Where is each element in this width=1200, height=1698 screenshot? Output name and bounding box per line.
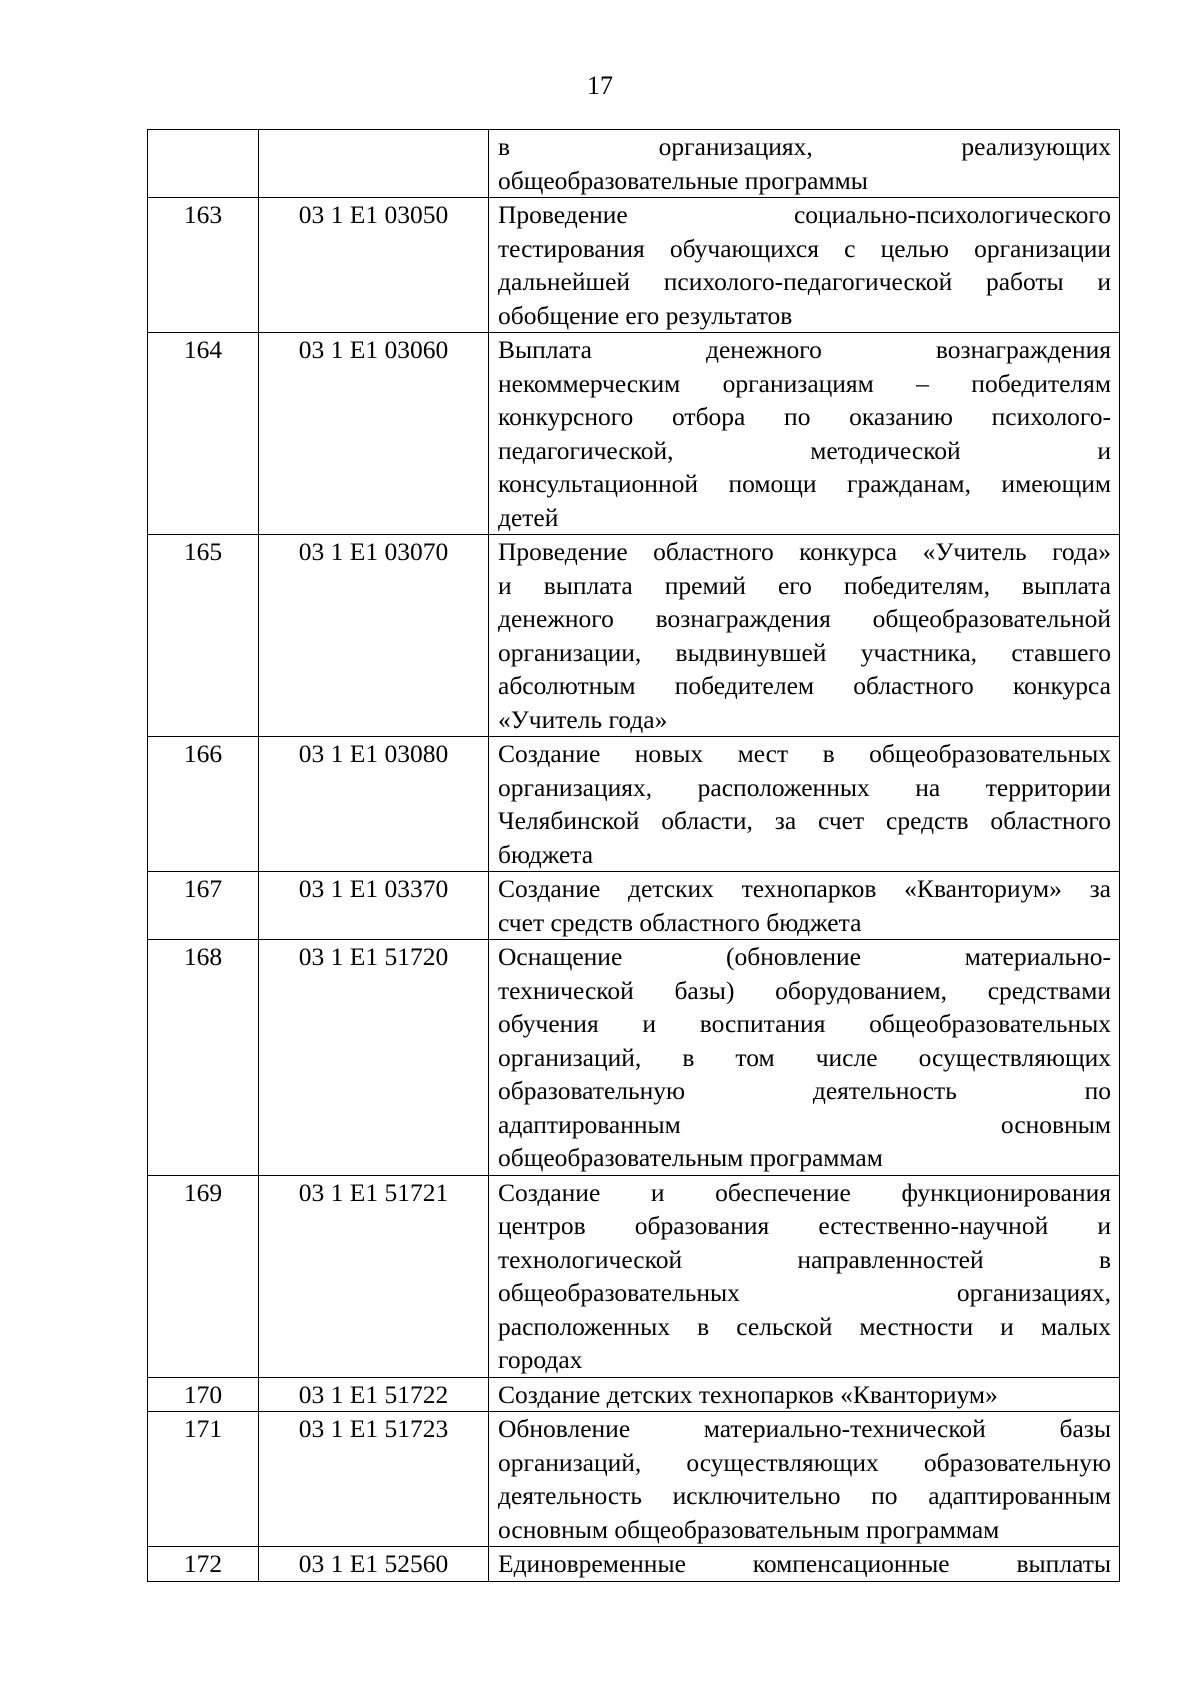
- description-line: Создание новых мест в общеобразовательных: [498, 739, 1111, 768]
- description-line: Единовременные компенсационные выплаты: [498, 1549, 1111, 1578]
- description-line: абсолютным победителем областного конкурса: [498, 671, 1111, 700]
- classification-code: 03 1 E1 03050: [259, 198, 489, 333]
- description-line: общеобразовательным программам: [498, 1143, 883, 1172]
- table-row: [148, 872, 1120, 940]
- description-line: тестирования обучающихся с целью организации: [498, 233, 1111, 263]
- description-line: Создание детских технопарков «Кванториум»: [498, 1379, 998, 1409]
- description-line: Обновление материально-технической базы: [498, 1414, 1111, 1443]
- description-line: организации, выдвинувшей участника, ставшего: [498, 637, 1111, 667]
- classification-code: 03 1 E1 03060: [259, 333, 489, 535]
- table-row: [148, 1377, 1120, 1412]
- classification-code: 03 1 E1 51722: [259, 1377, 489, 1412]
- table-row: [148, 198, 1120, 333]
- classification-code: 03 1 E1 52560: [259, 1547, 489, 1582]
- item-description: [489, 737, 1120, 872]
- description-line: и выплата премий его победителям, выплата: [498, 570, 1111, 600]
- description-line: Создание детских технопарков «Кванториум» за: [498, 874, 1111, 903]
- item-description: [489, 872, 1120, 940]
- table-row: [148, 940, 1120, 1176]
- item-description: [489, 1547, 1120, 1582]
- description-line: городах: [498, 1345, 583, 1374]
- table-row: [148, 1412, 1120, 1547]
- description-line: организаций, осуществляющих образовательную: [498, 1447, 1111, 1477]
- row-number: 170: [148, 1377, 259, 1412]
- row-number: 169: [148, 1175, 259, 1377]
- description-line: основным общеобразовательным программам: [498, 1514, 1000, 1544]
- description-line: Проведение областного конкурса «Учитель года»: [498, 537, 1111, 566]
- item-description: [489, 333, 1120, 535]
- description-line: конкурсного отбора по оказанию психолого-: [498, 402, 1111, 431]
- classification-code: 03 1 E1 51721: [259, 1175, 489, 1377]
- table-body: [148, 130, 1120, 1582]
- description-line: в организациях, реализующих: [498, 132, 1111, 161]
- classification-code: 03 1 E1 51723: [259, 1412, 489, 1547]
- item-description: [489, 198, 1120, 333]
- description-line: дальнейшей психолого-педагогической работы и: [498, 267, 1111, 296]
- description-line: Выплата денежного вознаграждения: [498, 335, 1111, 364]
- row-number: 168: [148, 940, 259, 1176]
- item-description: [489, 535, 1120, 737]
- description-line: адаптированным основным: [498, 1109, 1111, 1139]
- description-line: организациях, расположенных на территории: [498, 772, 1111, 802]
- description-line: некоммерческим организациям – победителям: [498, 368, 1111, 398]
- item-description: [489, 1377, 1120, 1412]
- item-description: [489, 1412, 1120, 1547]
- classification-code: [259, 130, 489, 198]
- table-row: [148, 1175, 1120, 1377]
- description-line: Проведение социально-психологического: [498, 200, 1111, 229]
- item-description: [489, 940, 1120, 1176]
- description-line: центров образования естественно-научной и: [498, 1211, 1111, 1240]
- row-number: 167: [148, 872, 259, 940]
- classification-code: 03 1 E1 03070: [259, 535, 489, 737]
- description-line: «Учитель года»: [498, 704, 668, 734]
- description-line: общеобразовательные программы: [498, 165, 868, 195]
- classification-code: 03 1 E1 03370: [259, 872, 489, 940]
- description-line: расположенных в сельской местности и малых: [498, 1311, 1111, 1341]
- description-line: обучения и воспитания общеобразовательных: [498, 1009, 1111, 1038]
- classification-code: 03 1 E1 03080: [259, 737, 489, 872]
- row-number: 163: [148, 198, 259, 333]
- table-row: [148, 737, 1120, 872]
- description-line: счет средств областного бюджета: [498, 907, 862, 937]
- table-row: [148, 333, 1120, 535]
- budget-classification-table: [147, 129, 1120, 1582]
- description-line: общеобразовательных организациях,: [498, 1278, 1111, 1307]
- description-line: Челябинской области, за счет средств областного: [498, 806, 1111, 835]
- description-line: детей: [498, 502, 559, 532]
- description-line: деятельность исключительно по адаптированным: [498, 1481, 1111, 1510]
- description-line: обобщение его результатов: [498, 300, 793, 330]
- table-row: [148, 130, 1120, 198]
- description-line: Оснащение (обновление материально-: [498, 942, 1111, 971]
- classification-code: 03 1 E1 51720: [259, 940, 489, 1176]
- description-line: технологической направленностей в: [498, 1244, 1111, 1274]
- page-number: 17: [587, 71, 613, 100]
- row-number: 166: [148, 737, 259, 872]
- row-number: 164: [148, 333, 259, 535]
- table-row: [148, 1547, 1120, 1582]
- description-line: консультационной помощи гражданам, имеющим: [498, 469, 1111, 498]
- table-row: [148, 535, 1120, 737]
- description-line: денежного вознаграждения общеобразовательной: [498, 604, 1111, 633]
- description-line: педагогической, методической и: [498, 435, 1111, 465]
- row-number: 171: [148, 1412, 259, 1547]
- description-line: бюджета: [498, 839, 594, 869]
- description-line: Создание и обеспечение функционирования: [498, 1177, 1111, 1207]
- item-description: [489, 1175, 1120, 1377]
- row-number: [148, 130, 259, 198]
- item-description: [489, 130, 1120, 198]
- description-line: образовательную деятельность по: [498, 1076, 1111, 1105]
- row-number: 165: [148, 535, 259, 737]
- row-number: 172: [148, 1547, 259, 1582]
- description-line: организаций, в том числе осуществляющих: [498, 1042, 1111, 1072]
- description-line: технической базы) оборудованием, средствами: [498, 975, 1111, 1005]
